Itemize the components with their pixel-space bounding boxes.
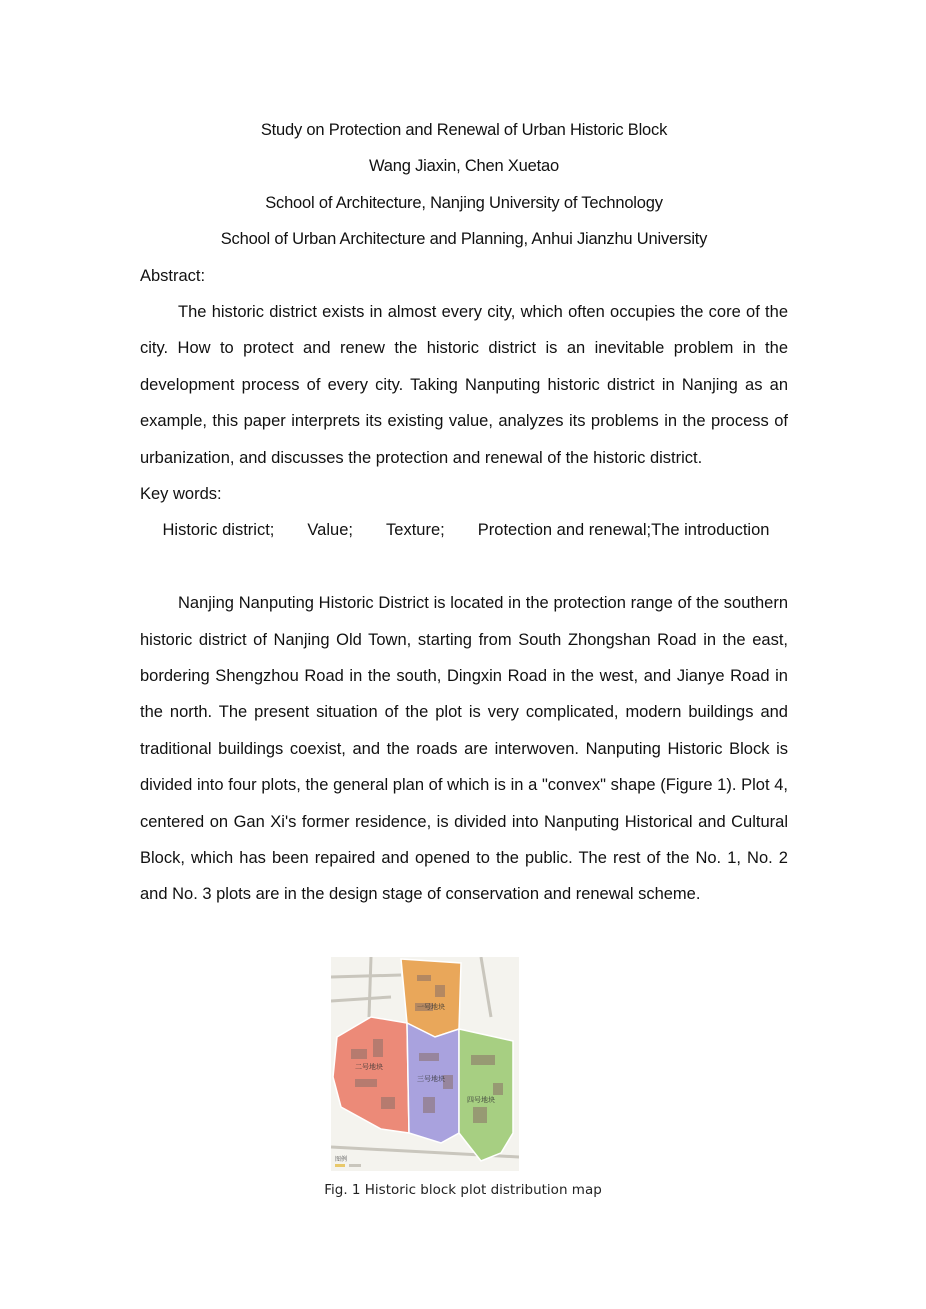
- building: [373, 1039, 383, 1057]
- plot-label: 一号地块: [417, 1003, 445, 1011]
- road: [369, 957, 371, 1017]
- legend-title: 图例: [335, 1156, 348, 1163]
- keyword-item: Value;: [307, 521, 353, 540]
- building: [423, 1097, 435, 1113]
- keyword-item: Historic district;: [162, 521, 275, 540]
- plot-label: 二号地块: [355, 1063, 383, 1071]
- plot-distribution-map: [331, 957, 519, 1171]
- figure-caption: Fig. 1 Historic block plot distribution map: [324, 1182, 602, 1198]
- building: [493, 1083, 503, 1095]
- plot-label: 三号地块: [417, 1075, 445, 1083]
- affiliation-1: School of Architecture, Nanjing University of Technology: [265, 193, 663, 212]
- keywords-label: Key words:: [140, 484, 222, 503]
- plot-four-area: [459, 1029, 513, 1161]
- map-svg: [331, 957, 519, 1171]
- abstract-label: Abstract:: [140, 266, 206, 285]
- affiliation-2: School of Urban Architecture and Planning, Anhui Jianzhu University: [220, 230, 708, 249]
- building: [435, 985, 445, 997]
- building: [355, 1079, 377, 1087]
- building: [381, 1097, 395, 1109]
- legend-swatch: [349, 1164, 361, 1167]
- keywords-list: [140, 512, 788, 548]
- paper-page: [140, 112, 788, 913]
- building: [471, 1055, 495, 1065]
- abstract-text: The historic district exists in almost every city, which often occupies the core of the city. How to protect and renew the historic district is an inevitable problem in the development process of every city. Taking Nanputing historic district in Nanjing as an example, this paper interprets its existing value, analyzes its problems in the process of urbanization, and discusses the protection and renewal of the historic district.: [140, 302, 788, 467]
- building: [419, 1053, 439, 1061]
- road: [331, 975, 401, 977]
- plot-label: 四号地块: [467, 1096, 495, 1104]
- building: [417, 975, 431, 981]
- legend-swatch: [335, 1164, 345, 1167]
- paper-title: Study on Protection and Renewal of Urban Historic Block: [260, 121, 668, 139]
- paper-authors: Wang Jiaxin, Chen Xuetao: [369, 157, 559, 176]
- keyword-item: Protection and renewal;The introduction: [477, 521, 770, 540]
- body-paragraph: Nanjing Nanputing Historic District is located in the protection range of the southern historic district of Nanjing Old Town, starting from South Zhongshan Road in the east, bordering Shengzhou Road in the south, Dingxin Road in the west, and Jianye Road in the north. The present situation of the plot is very complicated, modern buildings and traditional buildings coexist, and the roads are interwoven. Nanputing Historic Block is divided into four plots, the general plan of which is in a "convex" shape (Figure 1). Plot 4, centered on Gan Xi's former residence, is divided into Nanputing Historical and Cultural Block, which has been repaired and opened to the public. The rest of the No. 1, No. 2 and No. 3 plots are in the design stage of conservation and renewal scheme.: [140, 594, 788, 904]
- keyword-item: Texture;: [386, 521, 445, 540]
- section-gap: [140, 549, 788, 585]
- building: [351, 1049, 367, 1059]
- building: [473, 1107, 487, 1123]
